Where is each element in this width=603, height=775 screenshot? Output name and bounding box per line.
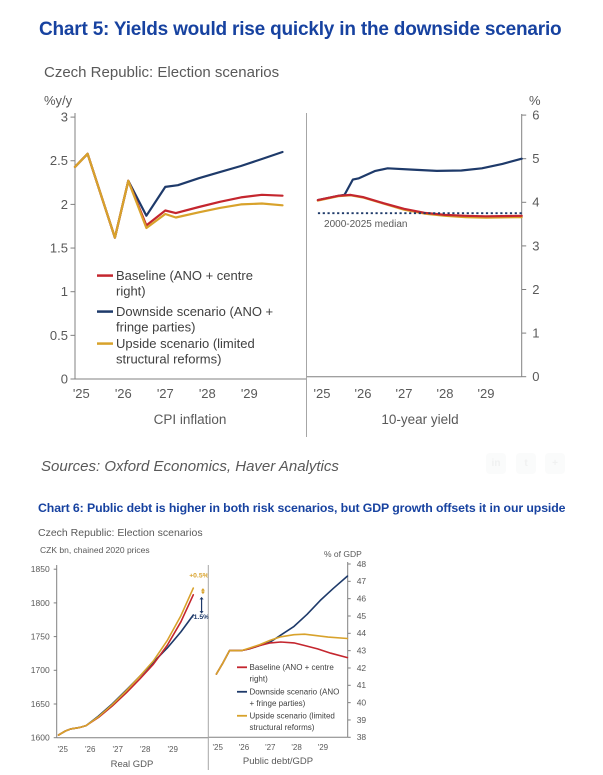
legend-label: Upside scenario (limited: [116, 336, 255, 351]
x-tick-label: '29: [240, 386, 258, 401]
legend-label: Upside scenario (limited: [249, 711, 335, 721]
x-tick-label: '26: [238, 743, 250, 752]
panel-caption: 10-year yield: [381, 412, 459, 427]
y-tick-label: 4: [532, 194, 540, 210]
x-tick-label: '27: [395, 386, 413, 401]
y-tick-label: 1750: [30, 631, 50, 642]
x-tick-label: '29: [167, 745, 178, 754]
x-tick-label: '27: [156, 386, 174, 401]
chart5-title: Chart 5: Yields would rise quickly in the downside scenario: [39, 19, 562, 40]
x-tick-label: '27: [112, 745, 123, 754]
legend-label: structural reforms): [249, 723, 315, 732]
y-tick-label: 40: [356, 697, 367, 708]
y-tick-label: 47: [356, 576, 367, 587]
y-tick-label: 38: [356, 732, 367, 743]
legend-label: Baseline (ANO + centre: [249, 663, 334, 672]
x-tick-label: '25: [72, 386, 90, 401]
y-tick-label: 44: [356, 628, 367, 639]
legend-label: + fringe parties): [249, 699, 306, 708]
median-ref-label: 2000-2025 median: [324, 219, 408, 231]
chart5-subtitle: Czech Republic: Election scenarios: [44, 64, 280, 81]
y-tick-label: 1.5: [49, 240, 68, 256]
annotation-+0.5%: +0.5%: [189, 572, 209, 580]
series-downside-line: [318, 159, 522, 200]
y-tick-label: 3: [60, 109, 68, 125]
chart6-left-axis-unit: CZK bn, chained 2020 prices: [40, 545, 150, 555]
x-tick-label: '25: [313, 386, 331, 401]
sources-note: Sources: Oxford Economics, Haver Analytics: [41, 458, 339, 475]
y-tick-label: 3: [532, 238, 540, 254]
y-tick-label: 0: [60, 371, 68, 387]
chart6-subtitle: Czech Republic: Election scenarios: [38, 527, 203, 539]
y-tick-label: 0: [532, 369, 540, 385]
series-downside-line: [216, 576, 347, 674]
legend-label: Downside scenario (ANO +: [116, 304, 274, 319]
y-tick-label: 48: [356, 558, 367, 569]
chart6-right-axis-unit: % of GDP: [324, 549, 362, 559]
y-tick-label: 41: [356, 680, 367, 691]
panel-caption: Real GDP: [110, 759, 154, 770]
legend-label: fringe parties): [116, 319, 196, 335]
y-tick-label: 42: [356, 662, 367, 673]
y-tick-label: 1600: [30, 732, 50, 743]
y-tick-label: 2.5: [49, 153, 68, 169]
series-baseline-line: [59, 595, 194, 735]
y-tick-label: 1800: [30, 597, 50, 608]
series-downside-line: [59, 615, 194, 735]
series-downside-line: [75, 152, 283, 238]
annotation--1.5%: -1.5%: [191, 614, 210, 622]
panel-realgdp: [31, 564, 209, 770]
y-tick-label: 43: [356, 645, 367, 656]
legend-label: right): [249, 674, 268, 684]
linkedin-icon[interactable]: in: [486, 453, 506, 474]
chart6-title: Chart 6: Public debt is higher in both risk scenarios, but GDP growth offsets it in our upside: [38, 501, 566, 515]
x-tick-label: '28: [291, 743, 302, 752]
x-tick-label: '25: [212, 743, 223, 752]
series-baseline-line: [75, 154, 283, 238]
x-tick-label: '28: [436, 386, 454, 401]
share-plus-icon[interactable]: +: [545, 453, 565, 474]
y-tick-label: 2: [60, 196, 68, 212]
twitter-icon[interactable]: t: [516, 453, 536, 474]
series-upside-line: [59, 588, 194, 735]
chart5-left-axis-unit: %y/y: [44, 93, 73, 108]
y-tick-label: 1850: [30, 564, 50, 575]
x-tick-label: '29: [317, 743, 329, 752]
y-tick-label: 6: [532, 107, 540, 123]
x-tick-label: '29: [477, 386, 495, 401]
legend-label: Downside scenario (ANO: [249, 687, 340, 697]
y-tick-label: 1: [60, 284, 68, 300]
y-tick-label: 39: [356, 714, 367, 725]
panel-caption: Public debt/GDP: [242, 756, 314, 767]
legend-label: Baseline (ANO + centre: [116, 268, 253, 283]
y-tick-label: 2: [532, 281, 540, 297]
panel-caption: CPI inflation: [153, 412, 227, 427]
x-tick-label: '27: [265, 743, 276, 752]
legend-label: right): [116, 283, 146, 299]
y-tick-label: 5: [532, 151, 540, 167]
panel-debt: [208, 559, 366, 767]
y-tick-label: 1700: [30, 665, 50, 676]
x-tick-label: '26: [84, 745, 96, 754]
series-upside-line: [318, 195, 522, 217]
chart5-right-axis-unit: %: [529, 93, 541, 108]
x-tick-label: '25: [57, 745, 68, 754]
y-tick-label: 1: [532, 325, 540, 341]
y-tick-label: 46: [356, 593, 367, 604]
x-tick-label: '28: [139, 745, 151, 754]
y-tick-label: 1650: [30, 698, 50, 709]
x-tick-label: '26: [114, 386, 132, 401]
x-tick-label: '28: [198, 386, 216, 401]
panel-yield: [306, 108, 539, 427]
panel-cpi: [50, 110, 306, 427]
y-tick-label: 0.5: [49, 327, 68, 343]
x-tick-label: '26: [354, 386, 372, 401]
y-tick-label: 45: [356, 610, 367, 621]
legend-label: structural reforms): [116, 351, 222, 367]
